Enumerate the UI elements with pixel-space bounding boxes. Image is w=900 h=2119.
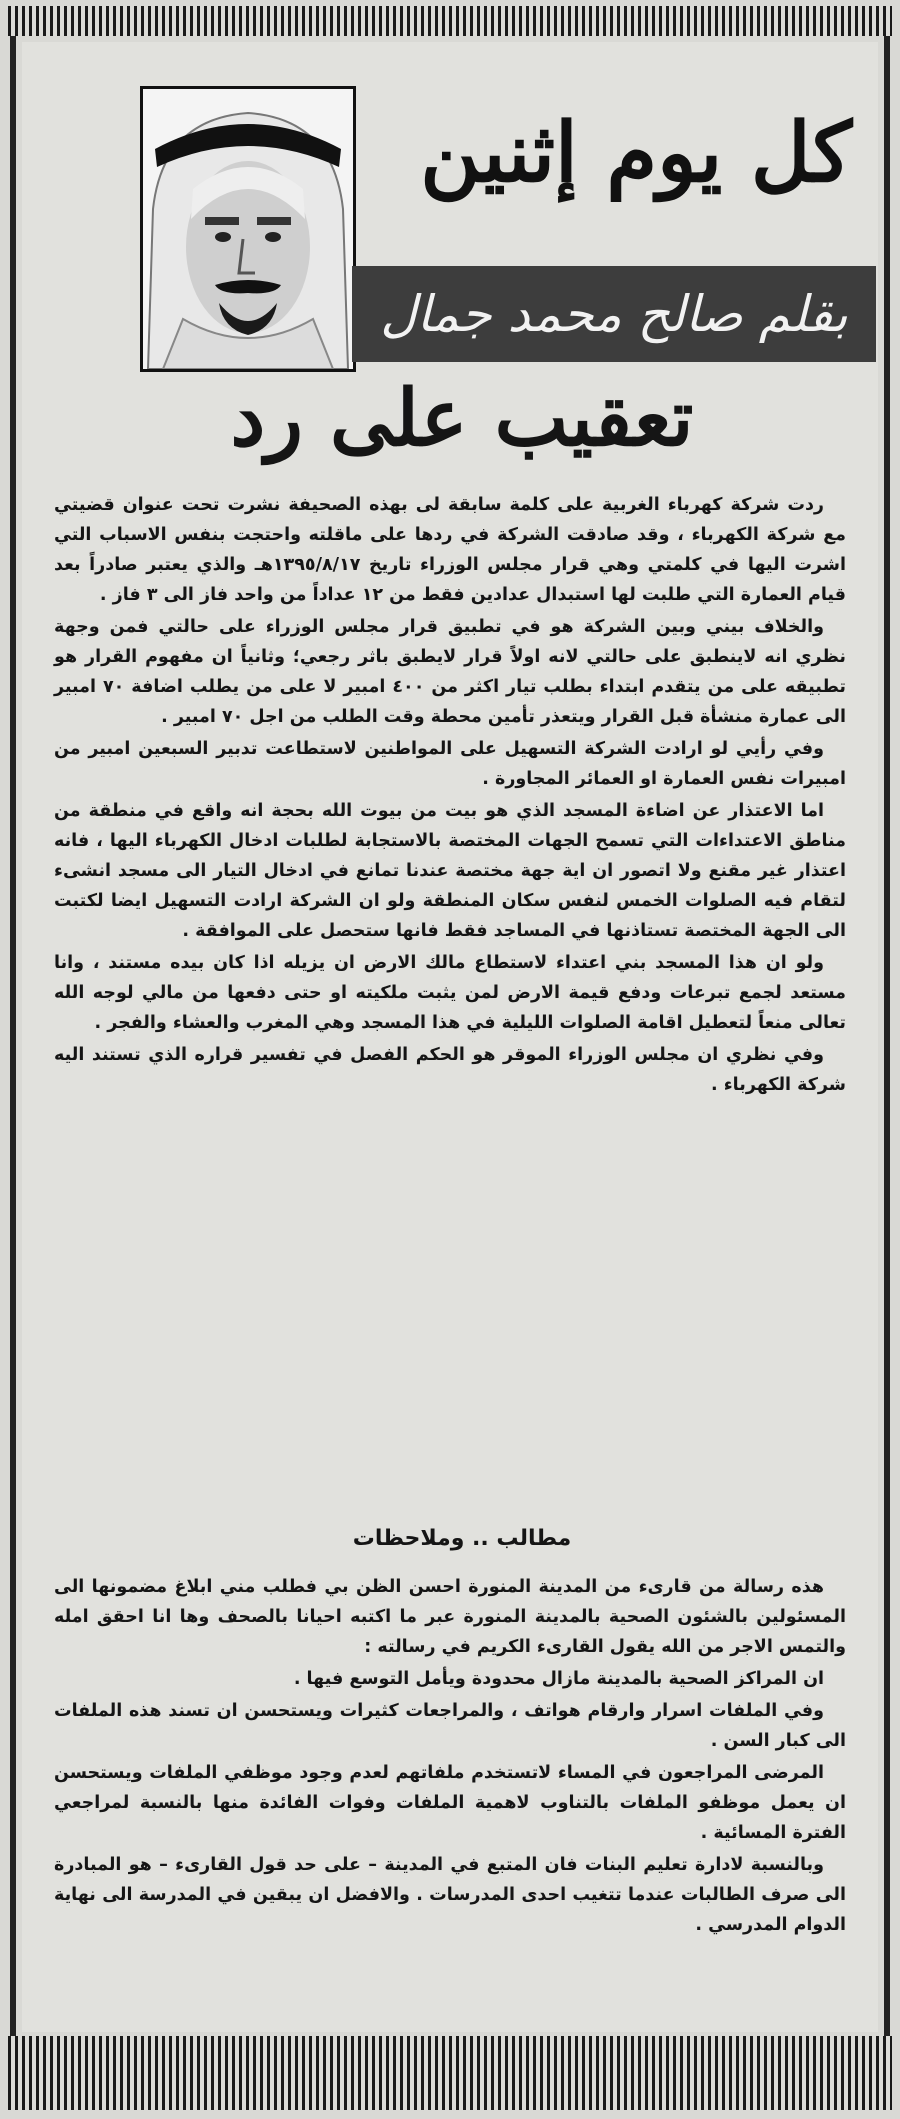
newspaper-clipping [22,42,878,2032]
section-paragraph: وفي الملفات اسرار وارقام هواتف ، والمراجعات كثيرات ويستحسن ان تسند هذه الملفات الى كبار السن . [54,1701,846,1751]
article-paragraph: وفي نظري ان مجلس الوزراء الموقر هو الحكم الفصل في تفسير قراره الذي تستند اليه شركة الكهرباء . [54,1045,846,1095]
section-paragraph: ان المراكز الصحية بالمدينة مازال محدودة ويأمل التوسع فيها . [293,1669,824,1689]
section-paragraph: وبالنسبة لادارة تعليم البنات فان المتبع في المدينة – على حد قول القارىء – هو المبادرة الى صرف الطالبات عندما تتغيب احدى المدرسات . والافضل ان يبقين في المدرسة الى نهاية الدوام المدرسي . [54,1855,846,1935]
article-paragraph: وفي رأيي لو ارادت الشركة التسهيل على المواطنين لاستطاعت تدبير السبعين امبير من امبيرات نفس العمارة او العمائر المجاورة . [54,739,846,789]
decorative-border-left [10,36,16,2036]
author-byline: بقلم صالح محمد جمال [352,266,876,362]
article-paragraph: ردت شركة كهرباء الغربية على كلمة سابقة لى بهذه الصحيفة نشرت تحت عنوان قضيتي مع شركة الكهرباء ، وقد صادقت الشركة في ردها على ماقلته واحتجت بنفس الاسباب التي اشرت اليها في كلمتي وهي قرار مجلس الوزراء تاريخ ١٣٩٥/٨/١٧هـ والذي يعتبر صادراً بعد قيام العمارة التي طلبت لها استبدال عدادين فقط من ١٢ عداداً من واحد فاز الى ٣ فاز . [54,495,847,605]
section-paragraph: هذه رسالة من قارىء من المدينة المنورة احسن الظن بي فطلب مني ابلاغ مضمونها الى المسئولين بالشئون الصحية بالمدينة المنورة عبر ما اكتبه احيانا بالصحف وها انا احقق امله والتمس الاجر من الله يقول القارىء الكريم في رسالته : [54,1577,846,1657]
section-body [54,1572,846,1942]
article-headline: تعقيب على رد [230,373,694,464]
decorative-border-bottom [8,2036,892,2110]
article-body [54,490,846,1102]
article-paragraph: ولو ان هذا المسجد بني اعتداء لاستطاع مالك الارض ان يزيله اذا كان بيده مستند ، وانا مستعد لجمع تبرعات ودفع قيمة الارض لمن يثبت ملكيته او حتى دفعها من مالي لوجه الله تعالى منعاً لتعطيل اقامة الصلوات الليلية في هذا المسجد وهي المغرب والعشاء والفجر . [54,953,846,1033]
decorative-border-top [8,6,892,36]
section-title: مطالب .. وملاحظات [352,1526,572,1551]
article-paragraph: اما الاعتذار عن اضاءة المسجد الذي هو بيت من بيوت الله بحجة انه واقع في منطقة من مناطق الاعتداءات التي تسمح الجهات المختصة بالاستجابة لطلبات ادخال الكهرباء اليها ، فانه اعتذار غير مقنع ولا اتصور ان اية جهة مختصة عندنا تمانع في ادخال التيار الى مسجد انشىء لتقام فيه الصلوات الخمس لنفس سكان المنطقة ولو ان الشركة ارادت التسهيل ايضا لكتبت الى الجهة المختصة تستاذنها في المساجد فقط فانها ستحصل على الموافقة . [54,801,846,941]
portrait-illustration [143,89,353,369]
article-paragraph: والخلاف بيني وبين الشركة هو في تطبيق قرار مجلس الوزراء على حالتي فمن وجهة نظري انه لاينطبق على حالتي لانه اولاً قرار لايطبق باثر رجعي؛ وثانياً ان مفهوم القرار هو تطبيقه على من يتقدم ابتداء بطلب تيار اكثر من ٤٠٠ امبير لا على من يطلب اضافة ٧٠ امبير الى عمارة منشأة قبل القرار ويتعذر تأمين محطة وقت الطلب من اجل ٧٠ امبير . [54,617,846,727]
column-title: كل يوم إثنين [420,105,852,201]
decorative-border-right [884,36,890,2036]
section-paragraph: المرضى المراجعون في المساء لاتستخدم ملفاتهم لعدم وجود موظفي الملفات ويستحسن ان يعمل موظفو الملفات بالتناوب لاهمية الملفات وفوات الفائدة منها بالنسبة لمراجعي الفترة المسائية . [54,1763,846,1843]
author-portrait [140,86,356,372]
